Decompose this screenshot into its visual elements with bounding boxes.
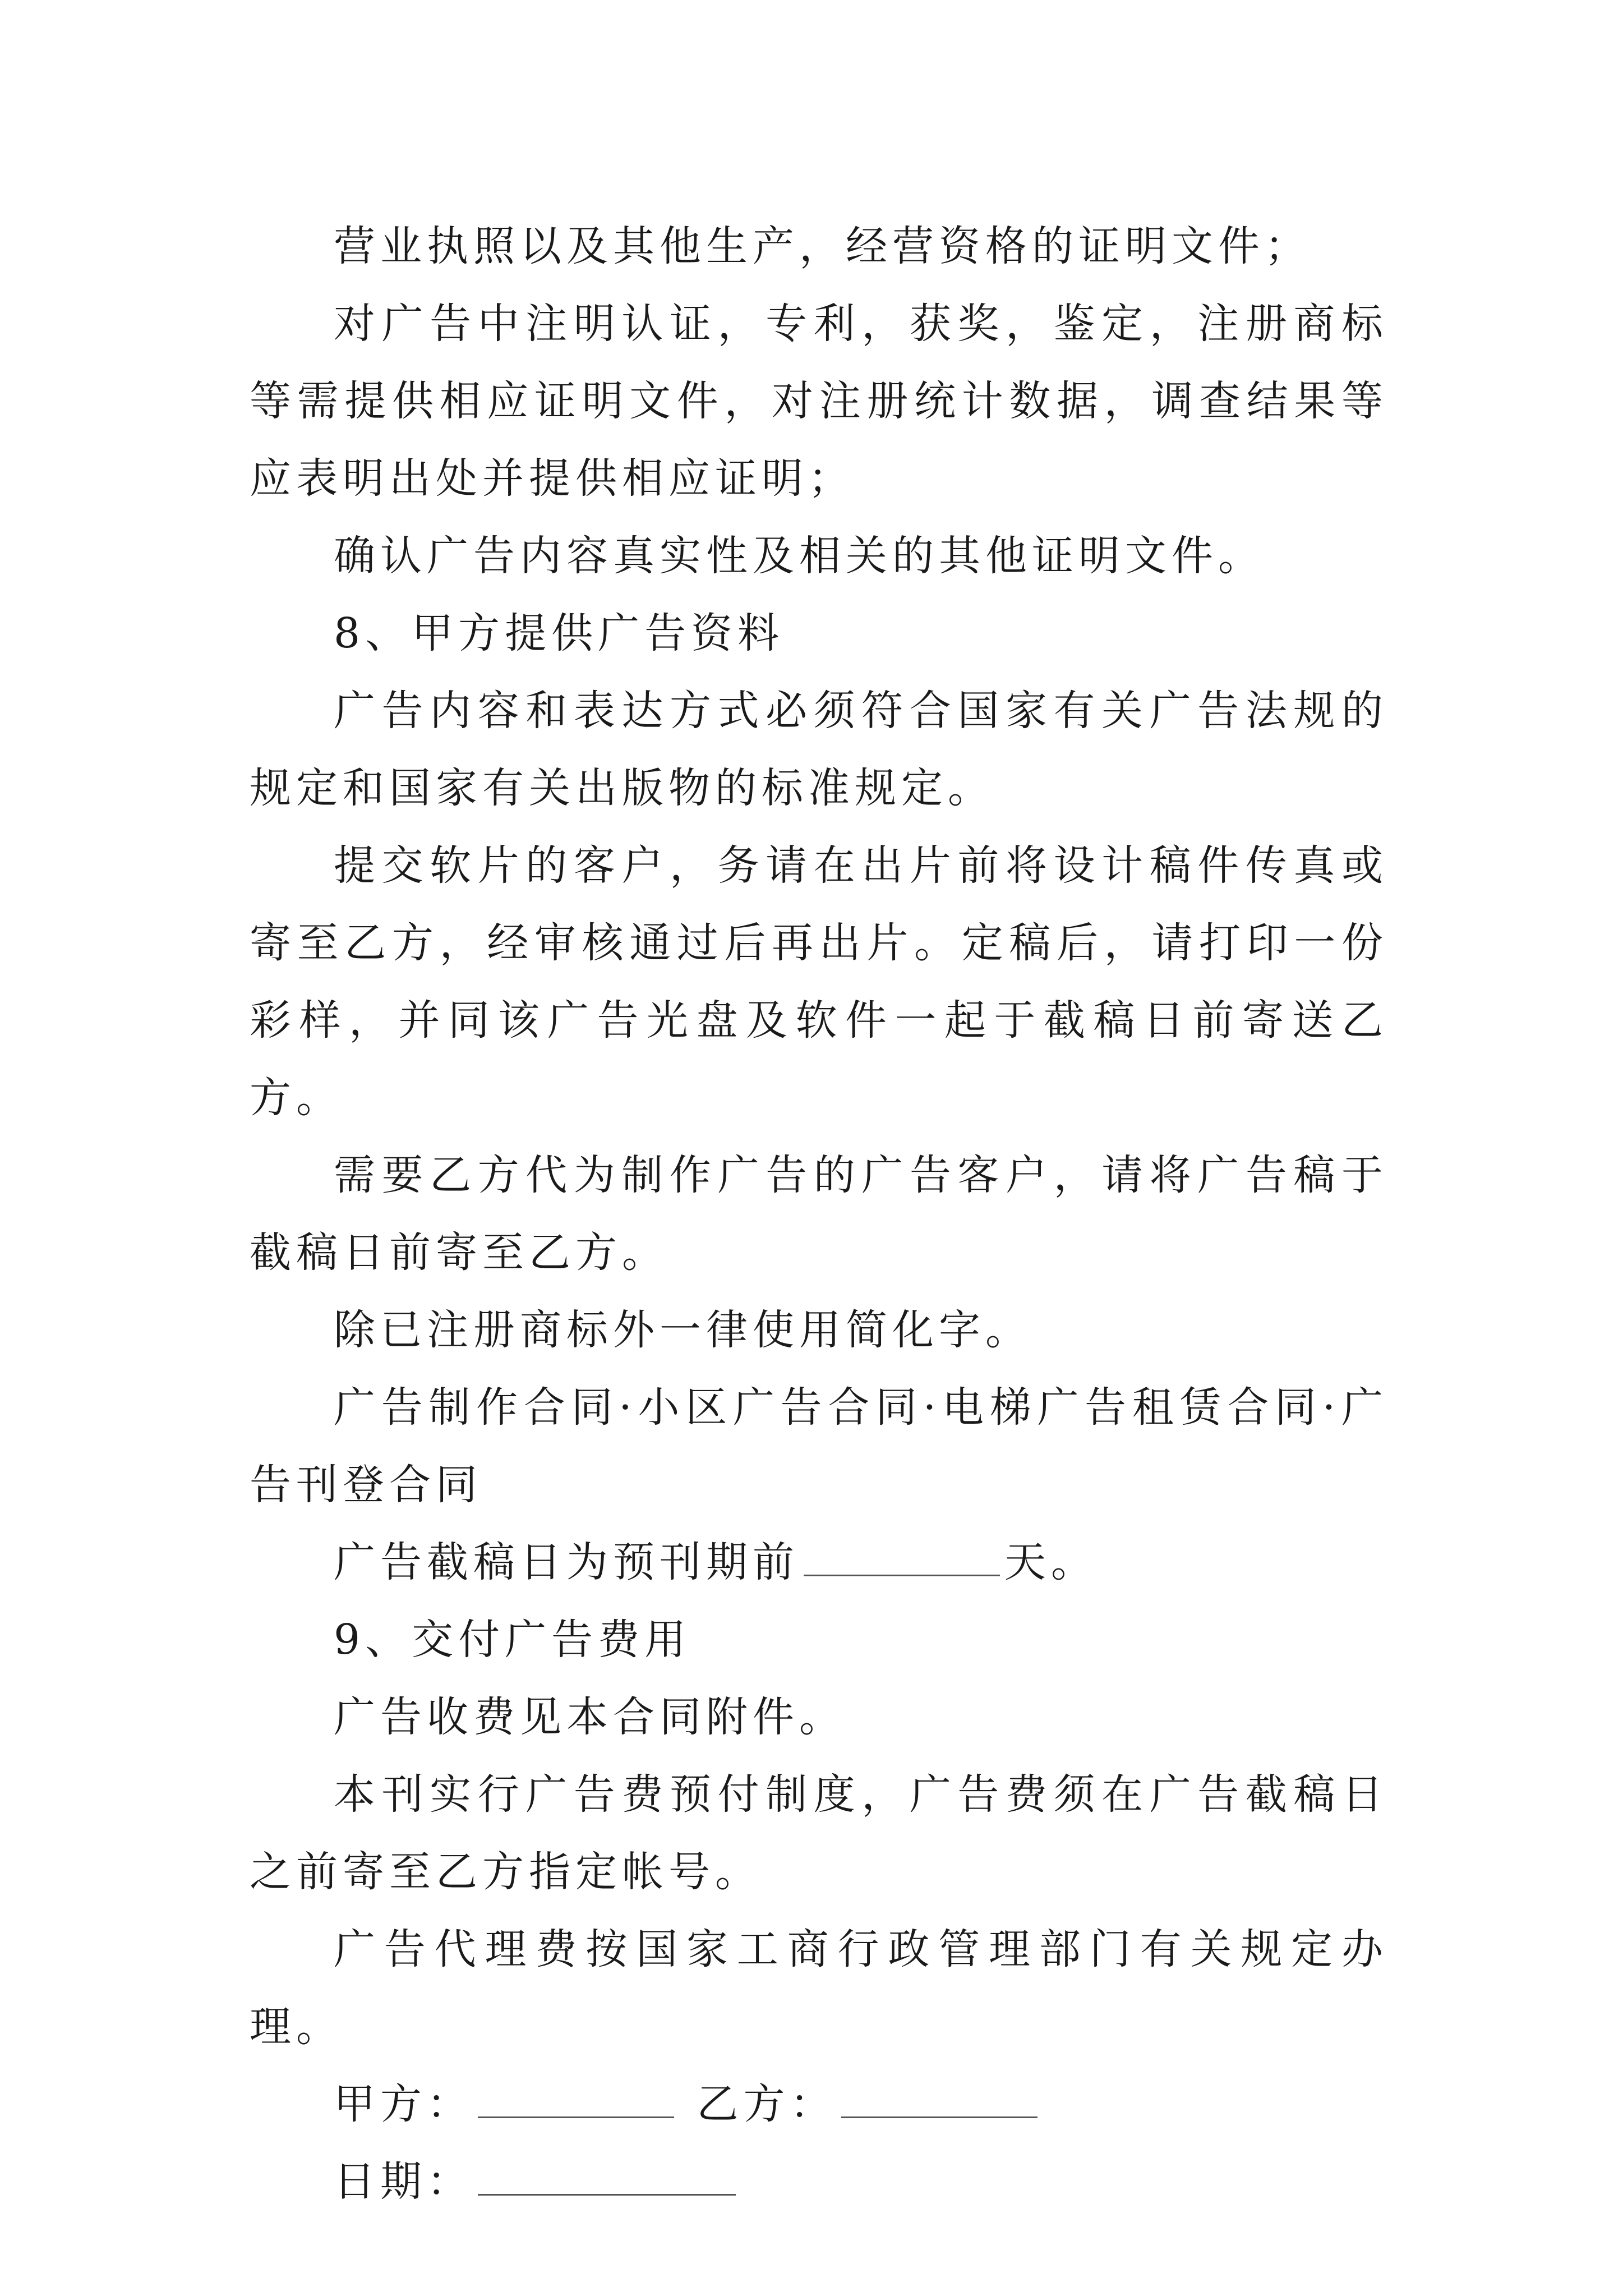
party-b-blank[interactable] xyxy=(841,2075,1038,2118)
paragraph-authenticity: 确认广告内容真实性及相关的其他证明文件。 xyxy=(334,532,1265,580)
paragraph-simplified-chars: 除已注册商标外一律使用简化字。 xyxy=(334,1306,1032,1354)
document-body xyxy=(250,208,1388,2220)
party-b-label: 乙方： xyxy=(697,2080,837,2128)
paragraph-deadline xyxy=(250,1524,1388,1601)
paragraph-film-submission: 提交软片的客户，务请在出片前将设计稿件传真或寄至乙方，经审核通过后再出片。定稿后，请打印一份彩样，并同该广告光盘及软件一起于截稿日前寄送乙方。 xyxy=(250,841,1388,1122)
paragraph-agency-fee: 广告代理费按国家工商行政管理部门有关规定办理。 xyxy=(250,1925,1388,2051)
paragraph-license: 营业执照以及其他生产，经营资格的证明文件； xyxy=(334,222,1311,270)
paragraph-certification: 对广告中注明认证，专利，获奖，鉴定，注册商标等需提供相应证明文件，对注册统计数据，调查结果等应表明出处并提供相应证明； xyxy=(250,300,1388,503)
paragraph-production-request: 需要乙方代为制作广告的广告客户，请将广告稿于截稿日前寄至乙方。 xyxy=(250,1151,1388,1277)
signature-parties xyxy=(250,2065,1388,2143)
paragraph-contract-types: 广告制作合同·小区广告合同·电梯广告租赁合同·广告刊登合同 xyxy=(250,1383,1388,1509)
deadline-prefix: 广告截稿日为预刊期前 xyxy=(334,1538,799,1586)
date-label: 日期： xyxy=(334,2157,473,2206)
section-heading-9: 9、交付广告费用 xyxy=(334,1616,691,1664)
paragraph-prepayment: 本刊实行广告费预付制度，广告费须在广告截稿日之前寄至乙方指定帐号。 xyxy=(250,1770,1388,1896)
deadline-suffix: 天。 xyxy=(1004,1538,1098,1586)
paragraph-fee-attachment: 广告收费见本合同附件。 xyxy=(334,1693,846,1741)
party-a-blank[interactable] xyxy=(478,2075,674,2118)
party-a-label: 甲方： xyxy=(334,2080,473,2128)
paragraph-content-rules: 广告内容和表达方式必须符合国家有关广告法规的规定和国家有关出版物的标准规定。 xyxy=(250,687,1388,812)
signature-date xyxy=(250,2143,1388,2220)
deadline-days-blank[interactable] xyxy=(804,1533,1000,1576)
section-heading-8: 8、甲方提供广告资料 xyxy=(334,609,785,657)
date-blank[interactable] xyxy=(478,2152,736,2196)
